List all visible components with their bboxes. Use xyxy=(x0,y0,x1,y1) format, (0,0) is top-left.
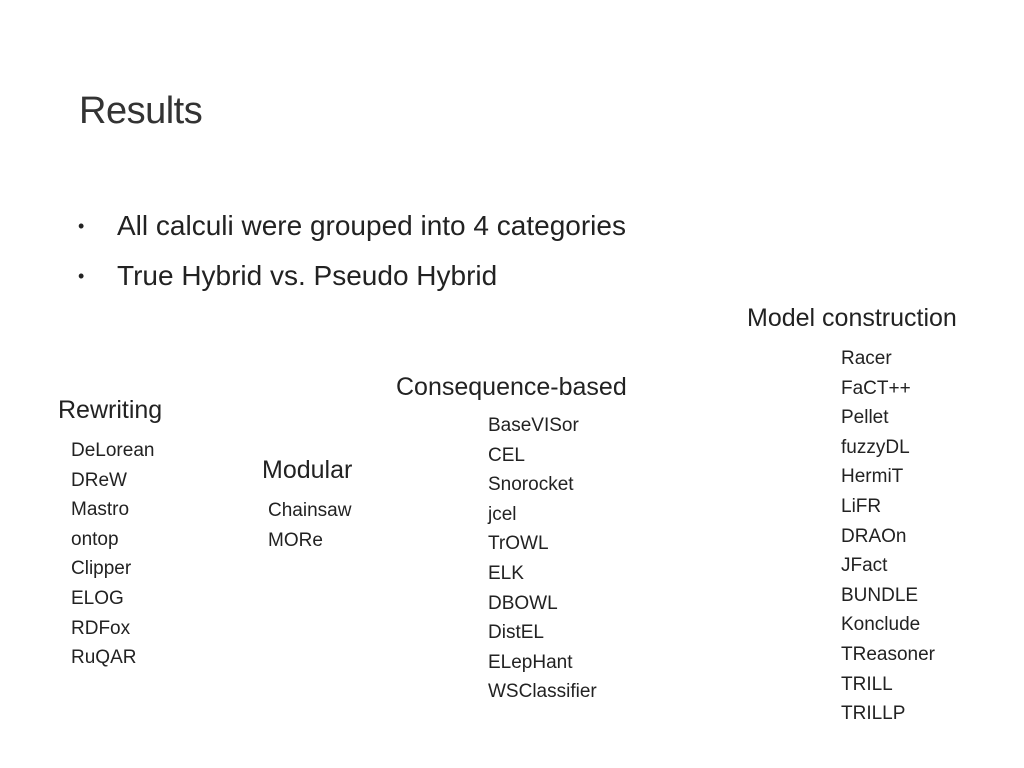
list-item: RDFox xyxy=(71,617,131,639)
list-item: jcel xyxy=(488,503,517,525)
list-item: HermiT xyxy=(841,466,904,488)
list-item: CEL xyxy=(488,444,525,466)
category-list xyxy=(268,496,351,555)
list-item: DBOWL xyxy=(488,592,558,614)
list-item: Racer xyxy=(841,348,892,369)
list-item: TrOWL xyxy=(488,533,549,555)
list-item: ontop xyxy=(71,528,119,550)
list-item: DistEL xyxy=(488,622,544,644)
list-item: Clipper xyxy=(71,558,132,580)
list-item: Chainsaw xyxy=(268,500,352,521)
list-item: WSClassifier xyxy=(488,681,597,703)
category-title: Consequence-based xyxy=(396,373,627,401)
list-item: Konclude xyxy=(841,614,921,636)
list-item: Snorocket xyxy=(488,474,574,496)
list-item: TReasoner xyxy=(841,643,935,665)
category-list xyxy=(488,411,597,707)
list-item: BaseVISor xyxy=(488,415,579,436)
category-title: Modular xyxy=(262,456,353,484)
slide-title: Results xyxy=(79,90,203,132)
category-list xyxy=(841,344,935,729)
list-item: ELK xyxy=(488,562,524,584)
category-title: Model construction xyxy=(747,304,957,332)
bullet-marker: • xyxy=(78,216,85,236)
category-title: Rewriting xyxy=(58,396,163,424)
list-item: DeLorean xyxy=(71,440,155,461)
list-item: fuzzyDL xyxy=(841,436,910,458)
list-item: TRILL xyxy=(841,673,893,695)
bullet-text: True Hybrid vs. Pseudo Hybrid xyxy=(117,260,498,291)
category-list xyxy=(71,436,154,673)
list-item: DRAOn xyxy=(841,525,907,547)
list-item: ELOG xyxy=(71,587,124,609)
list-item: BUNDLE xyxy=(841,584,919,606)
bullet-text: All calculi were grouped into 4 categories xyxy=(117,210,626,241)
list-item: MORe xyxy=(268,529,323,551)
list-item: RuQAR xyxy=(71,647,137,669)
list-item: ELepHant xyxy=(488,651,573,673)
list-item: LiFR xyxy=(841,495,882,517)
list-item: Pellet xyxy=(841,407,889,429)
list-item: JFact xyxy=(841,555,888,577)
list-item: Mastro xyxy=(71,499,130,521)
list-item: TRILLP xyxy=(841,703,906,725)
list-item: FaCT++ xyxy=(841,377,911,399)
list-item: DReW xyxy=(71,469,127,491)
bullet-marker: • xyxy=(78,266,85,286)
